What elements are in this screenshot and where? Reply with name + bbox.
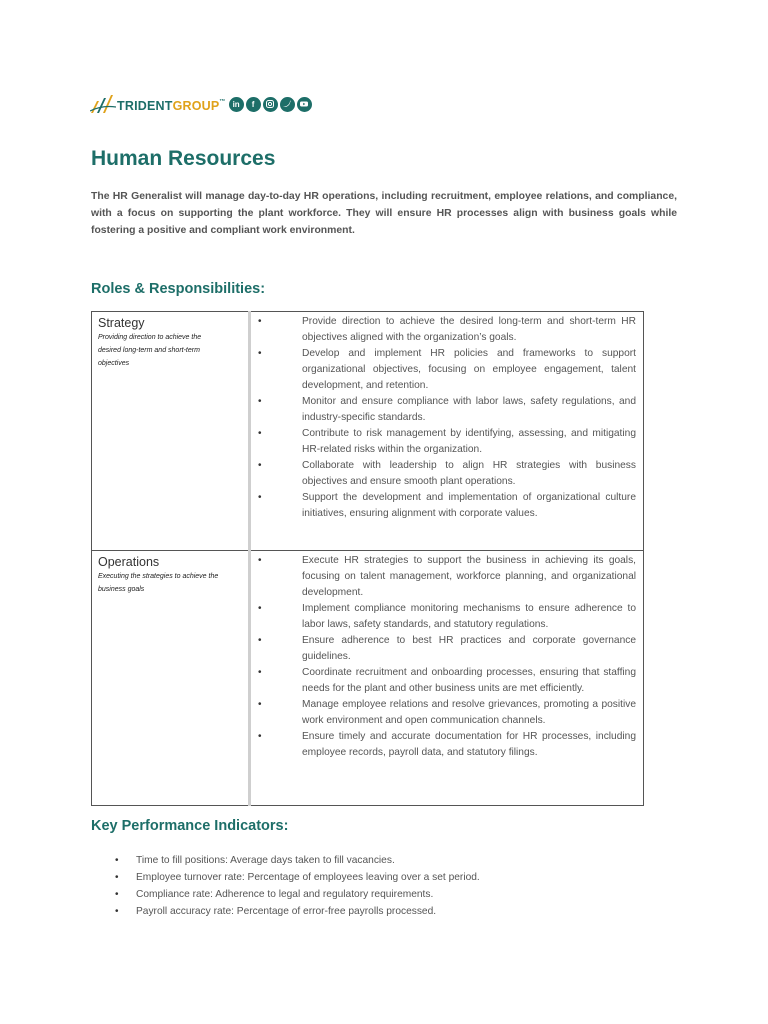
social-links xyxy=(229,97,314,112)
youtube-icon[interactable] xyxy=(297,97,312,112)
kpi-list xyxy=(91,852,480,920)
linkedin-glyph: in xyxy=(232,99,240,109)
list-item: • Coordinate recruitment and onboarding processes, ensuring that staffing needs for the plant and other business units are met efficiently. xyxy=(281,665,636,697)
roles-heading: Roles & Responsibilities: xyxy=(91,281,266,297)
list-item: • Develop and implement HR policies and frameworks to support organizational objectives, focusing on employee engagement, talent development, and retention. xyxy=(281,346,636,394)
responsibility-list xyxy=(281,553,636,761)
responsibilities-cell xyxy=(250,312,644,551)
linkedin-icon[interactable] xyxy=(229,97,244,112)
role-cell xyxy=(92,312,250,551)
trademark-mark: ™ xyxy=(219,99,226,105)
roles-table xyxy=(91,311,644,806)
responsibilities-cell xyxy=(250,551,644,806)
facebook-icon[interactable] xyxy=(246,97,261,112)
list-item: • Monitor and ensure compliance with labor laws, safety regulations, and industry-specific standards. xyxy=(281,394,636,426)
youtube-glyph xyxy=(299,99,309,109)
twitter-icon[interactable] xyxy=(280,97,295,112)
list-item: • Manage employee relations and resolve grievances, promoting a positive work environment and open communication channels. xyxy=(281,697,636,729)
list-item: • Compliance rate: Adherence to legal and regulatory requirements. xyxy=(91,886,480,903)
list-item: • Time to fill positions: Average days taken to fill vacancies. xyxy=(91,852,480,869)
intro-paragraph: The HR Generalist will manage day-to-day HR operations, including recruitment, employee relations, and compliance, with a focus on supporting the plant workforce. They will ensure HR processes align with business goals while fostering a positive and compliant work environment. xyxy=(91,191,677,236)
table-row xyxy=(92,312,644,551)
list-item: • Implement compliance monitoring mechanisms to ensure adherence to labor laws, safety standards, and statutory regulations. xyxy=(281,601,636,633)
instagram-icon[interactable] xyxy=(263,97,278,112)
logo-part-trident: TRIDENT xyxy=(117,99,173,113)
role-title: Operations xyxy=(98,555,160,569)
trident-logo-icon xyxy=(90,93,116,115)
list-item: • Support the development and implementation of organizational culture initiatives, ensuring alignment with corporate values. xyxy=(281,490,636,522)
list-item: • Employee turnover rate: Percentage of employees leaving over a set period. xyxy=(91,869,480,886)
header xyxy=(90,91,314,117)
role-cell xyxy=(92,551,250,806)
logo-part-group: GROUP xyxy=(172,99,220,113)
role-title: Strategy xyxy=(98,316,145,330)
list-item: • Ensure adherence to best HR practices and corporate governance guidelines. xyxy=(281,633,636,665)
list-item: • Ensure timely and accurate documentation for HR processes, including employee records, payroll data, and statutory filings. xyxy=(281,729,636,761)
role-subtitle: Providing direction to achieve the desired long-term and short-term objectives xyxy=(98,334,202,367)
table-row xyxy=(92,551,644,806)
list-item: • Contribute to risk management by identifying, assessing, and mitigating HR-related risks within the organization. xyxy=(281,426,636,458)
kpi-heading: Key Performance Indicators: xyxy=(91,818,289,834)
list-item: • Provide direction to achieve the desired long-term and short-term HR objectives aligned with the organization’s goals. xyxy=(281,314,636,346)
responsibility-list xyxy=(281,314,636,522)
company-logo-text xyxy=(117,99,226,113)
list-item: • Collaborate with leadership to align HR strategies with business objectives and ensure smooth plant operations. xyxy=(281,458,636,490)
list-item: • Execute HR strategies to support the business in achieving its goals, focusing on talent management, workforce planning, and organizational development. xyxy=(281,553,636,601)
instagram-glyph xyxy=(265,99,275,109)
role-subtitle: Executing the strategies to achieve the business goals xyxy=(98,573,219,593)
list-item: • Payroll accuracy rate: Percentage of error-free payrolls processed. xyxy=(91,903,480,920)
twitter-glyph xyxy=(282,99,292,109)
facebook-glyph: f xyxy=(251,99,255,109)
page-title: Human Resources xyxy=(91,147,276,170)
